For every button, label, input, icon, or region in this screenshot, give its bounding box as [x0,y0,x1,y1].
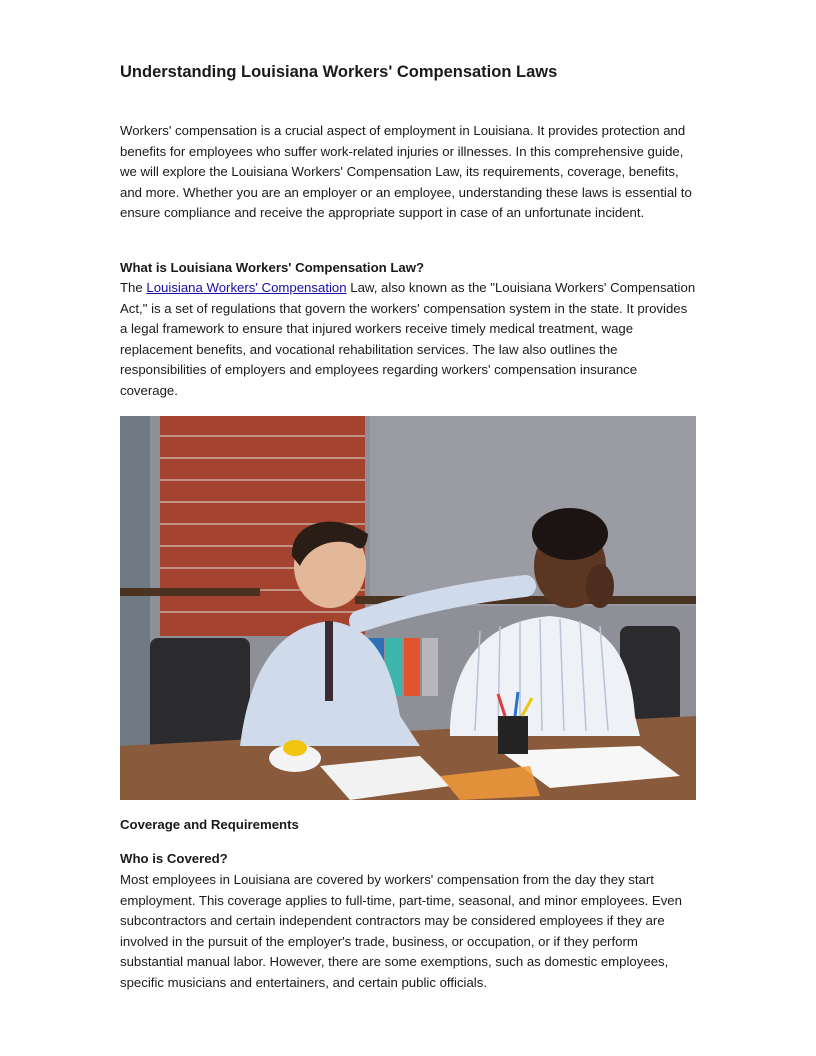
who-covered-paragraph: Most employees in Louisiana are covered by workers' compensation from the day they start employment. This coverage applies to full-time, part-time, seasonal, and minor employees. Even subcontractors and certain independent contractors may be considered employees if they are involved in the pursuit of the employer's trade, business, or occupation, or if they perform substantial manual labor. However, there are some exemptions, such as domestic employees, specific musicians and entertainers, and certain public officials. [120,872,682,990]
intro-paragraph: Workers' compensation is a crucial aspect of employment in Louisiana. It provides protection and benefits for employees who suffer work-related injuries or illnesses. In this comprehensive guide, we will explore the Louisiana Workers' Compensation Law, its requirements, coverage, benefits, and more. Whether you are an employer or an employee, understanding these laws is essential to ensure compliance and receive the appropriate support in case of an unfortunate incident. [120,123,692,221]
office-photo-illustration [120,416,696,800]
page-title: Understanding Louisiana Workers' Compensation Laws [120,63,558,81]
what-is-heading: What is Louisiana Workers' Compensation Law? [120,260,425,275]
coverage-heading: Coverage and Requirements [120,817,299,832]
what-is-body: Law, also known as the "Louisiana Workers' Compensation Act," is a set of regulations that govern the workers' compensation system in the state. It provides a legal framework to ensure that injured workers receive timely medical treatment, wage replacement benefits, and vocational rehabilitation services. The law also outlines the responsibilities of employers and employees regarding workers' compensation insurance coverage. [120,280,696,398]
what-is-paragraph [120,278,696,402]
louisiana-workers-comp-link[interactable]: Louisiana Workers' Compensation [146,280,347,295]
what-is-prefix: The [120,280,147,295]
who-covered-heading: Who is Covered? [120,851,228,866]
office-photo [120,416,696,800]
